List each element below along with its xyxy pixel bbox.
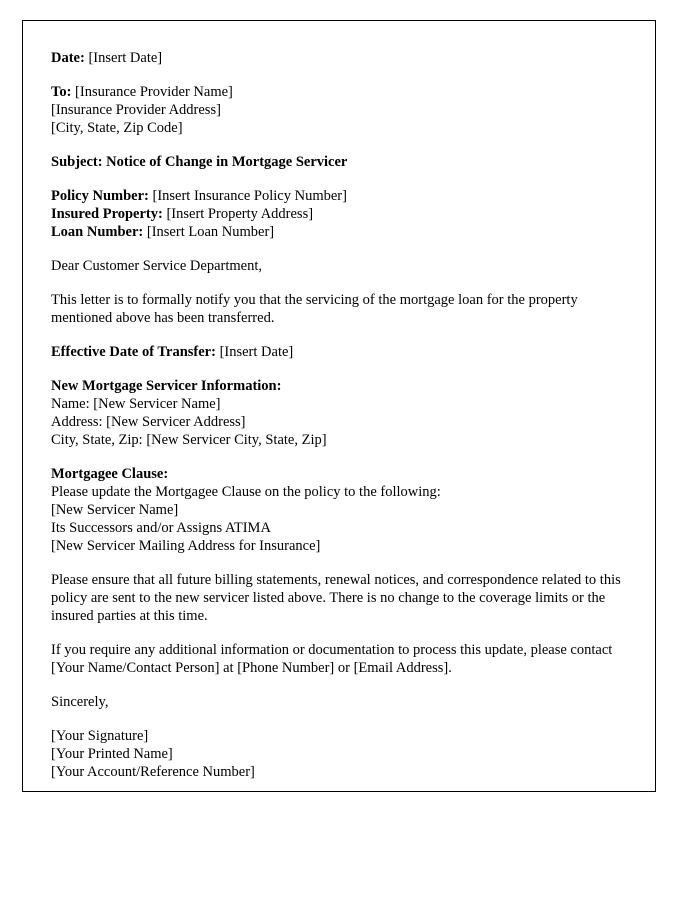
effective-date-label: Effective Date of Transfer:: [51, 344, 216, 360]
recipient-name: [Insurance Provider Name]: [75, 84, 233, 100]
policy-block: [51, 187, 627, 241]
mortgagee-clause-assigns: Its Successors and/or Assigns ATIMA: [51, 520, 271, 536]
salutation: Dear Customer Service Department,: [51, 258, 262, 274]
mortgagee-clause-block: [51, 465, 627, 555]
body-contact: If you require any additional information or documentation to process this update, please contact [Your Name/Contact Person] at [Phone Number] or [Email Address].: [51, 642, 613, 676]
recipient-block: [51, 83, 627, 137]
policy-number-value: [Insert Insurance Policy Number]: [152, 188, 347, 204]
printed-name: [Your Printed Name]: [51, 746, 173, 762]
letter-frame: [22, 20, 656, 792]
closing: Sincerely,: [51, 694, 109, 710]
effective-date-value: [Insert Date]: [219, 344, 294, 360]
policy-number-line: [51, 187, 627, 205]
body-intro: This letter is to formally notify you that the servicing of the mortgage loan for the property mentioned above has been transferred.: [51, 292, 578, 326]
new-servicer-block: [51, 377, 627, 449]
new-servicer-city: City, State, Zip: [New Servicer City, State, Zip]: [51, 432, 327, 448]
mortgagee-clause-servicer-name: [New Servicer Name]: [51, 502, 179, 518]
mortgagee-clause-heading: Mortgagee Clause:: [51, 466, 169, 482]
date-value: [Insert Date]: [88, 50, 163, 66]
signature: [Your Signature]: [51, 728, 149, 744]
insured-property-line: [51, 205, 627, 223]
insured-property-value: [Insert Property Address]: [166, 206, 314, 222]
date-label: Date:: [51, 50, 85, 66]
new-servicer-name: Name: [New Servicer Name]: [51, 396, 221, 412]
loan-number-label: Loan Number:: [51, 224, 144, 240]
body-billing: Please ensure that all future billing statements, renewal notices, and correspondence related to this policy are sent to the new servicer listed above. There is no change to the coverage limits or the insured parties at this time.: [51, 572, 621, 624]
mortgagee-clause-instruction: Please update the Mortgagee Clause on the policy to the following:: [51, 484, 441, 500]
date-line: [51, 49, 627, 67]
reference-number: [Your Account/Reference Number]: [51, 764, 255, 780]
insured-property-label: Insured Property:: [51, 206, 163, 222]
mortgagee-clause-mailing-address: [New Servicer Mailing Address for Insurance]: [51, 538, 321, 554]
signature-block: [51, 727, 627, 781]
recipient-city-state-zip: [City, State, Zip Code]: [51, 120, 183, 136]
loan-number-line: [51, 223, 627, 241]
effective-date-line: [51, 343, 627, 361]
subject-line: [51, 153, 627, 171]
new-servicer-address: Address: [New Servicer Address]: [51, 414, 246, 430]
new-servicer-heading: New Mortgage Servicer Information:: [51, 378, 282, 394]
recipient-address: [Insurance Provider Address]: [51, 102, 221, 118]
policy-number-label: Policy Number:: [51, 188, 149, 204]
subject-text: Subject: Notice of Change in Mortgage Servicer: [51, 154, 348, 170]
loan-number-value: [Insert Loan Number]: [146, 224, 275, 240]
recipient-label: To:: [51, 84, 72, 100]
letter-content: [23, 21, 655, 781]
